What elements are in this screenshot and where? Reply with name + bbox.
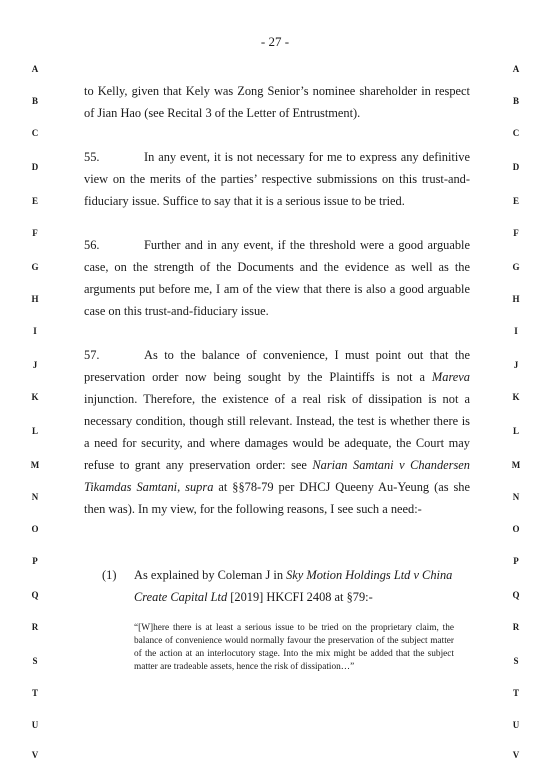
paragraph-number: 57. [84,348,100,362]
margin-letter-s: S [513,656,519,666]
margin-letter-m: M [511,460,521,470]
margin-letter-u: U [31,720,39,730]
margin-letter-v: V [512,750,520,760]
margin-letter-e: E [31,196,38,206]
margin-letter-h: H [31,294,39,304]
margin-letter-d: D [512,162,520,172]
paragraph-text: , [177,480,186,494]
paragraph-56 [84,234,470,322]
margin-letter-j: J [32,360,38,370]
margin-letter-p: P [513,556,519,566]
margin-letter-t: T [31,688,38,698]
paragraph-continuation [84,80,470,124]
margin-letter-n: N [31,492,39,502]
margin-letter-n: N [512,492,520,502]
case-name: Sky Motion Holdings Ltd v China Create Capital Ltd [134,568,453,604]
margin-letter-h: H [512,294,520,304]
margin-letter-t: T [512,688,519,698]
margin-letter-b: B [31,96,38,106]
paragraph-text: at §§78-79 per DHCJ Queeny Au-Yeung (as she then was). In my view, for the following reasons, I see such a need:- [84,480,471,516]
margin-letter-e: E [512,196,519,206]
list-item [134,564,470,608]
paragraph-text: to Kelly, given that Kely was Zong Senior’s nominee shareholder in respect of Jian Hao (see Recital 3 of the Letter of Entrustment). [84,84,470,120]
margin-letter-d: D [31,162,39,172]
margin-letter-l: L [512,426,519,436]
paragraph-55 [84,146,470,212]
margin-letter-o: O [512,524,520,534]
margin-letter-b: B [512,96,519,106]
margin-letter-a: A [31,64,39,74]
paragraph-number: 56. [84,238,100,252]
margin-letter-j: J [513,360,519,370]
margin-letter-s: S [32,656,38,666]
paragraph-text: In any event, it is not necessary for me to express any definitive view on the merits of the parties’ respective submissions on this trust-and-fiduciary issue. Suffice to say that it is a serious issue to be tried. [84,150,470,208]
margin-letter-p: P [32,556,38,566]
paragraph-number: 55. [84,150,100,164]
margin-letter-o: O [31,524,39,534]
paragraph-text: As to the balance of convenience, I must point out that the preservation order now being sought by the Plaintiffs is not a [84,348,470,384]
margin-letter-q: Q [31,590,39,600]
paragraph-57 [84,344,470,520]
case-name: Narian Samtani v Chandersen Tikamdas Samtani [84,458,470,494]
margin-letter-g: G [512,262,520,272]
margin-letter-c: C [31,128,39,138]
paragraph-text: injunction. Therefore, the existence of a real risk of dissipation is not a necessary condition, though still relevant. Instead, the test is whether there is a need for security, and where damages would be adequate, the Court may refuse to grant any preservation order: see [84,392,470,472]
margin-letter-g: G [31,262,39,272]
margin-letter-a: A [512,64,520,74]
margin-letter-u: U [512,720,520,730]
margin-letter-c: C [512,128,520,138]
block-quote: “[W]here there is at least a serious issue to be tried on the proprietary claim, the balance of convenience would normally favour the preservation of the subject matter of the action at an interlocutory stage. Into the mix might be added that the subject matter are tradeable assets, hence the risk of dissipation…” [134,623,454,672]
page-number: - 27 - [260,34,290,49]
list-item-text: [2019] HKCFI 2408 at §79:- [227,590,373,604]
margin-letter-r: R [31,622,39,632]
margin-letter-k: K [31,392,39,402]
list-item-text: As explained by Coleman J in [134,568,287,582]
case-reference: supra [185,480,214,494]
paragraph-text: Further and in any event, if the threshold were a good arguable case, on the strength of the Documents and the evidence as well as the arguments put before me, I am of the view that there is also a good arguable case on this trust-and-fiduciary issue. [84,238,470,318]
margin-letter-i: I [33,326,37,336]
margin-letter-k: K [512,392,520,402]
margin-letter-f: F [513,228,519,238]
margin-letter-f: F [32,228,38,238]
margin-letter-i: I [514,326,518,336]
margin-letter-l: L [31,426,38,436]
list-item-number: (1) [102,568,117,582]
margin-letter-m: M [30,460,40,470]
margin-letter-r: R [512,622,520,632]
case-name: Mareva [431,370,470,384]
margin-letter-q: Q [512,590,520,600]
margin-letter-v: V [31,750,39,760]
